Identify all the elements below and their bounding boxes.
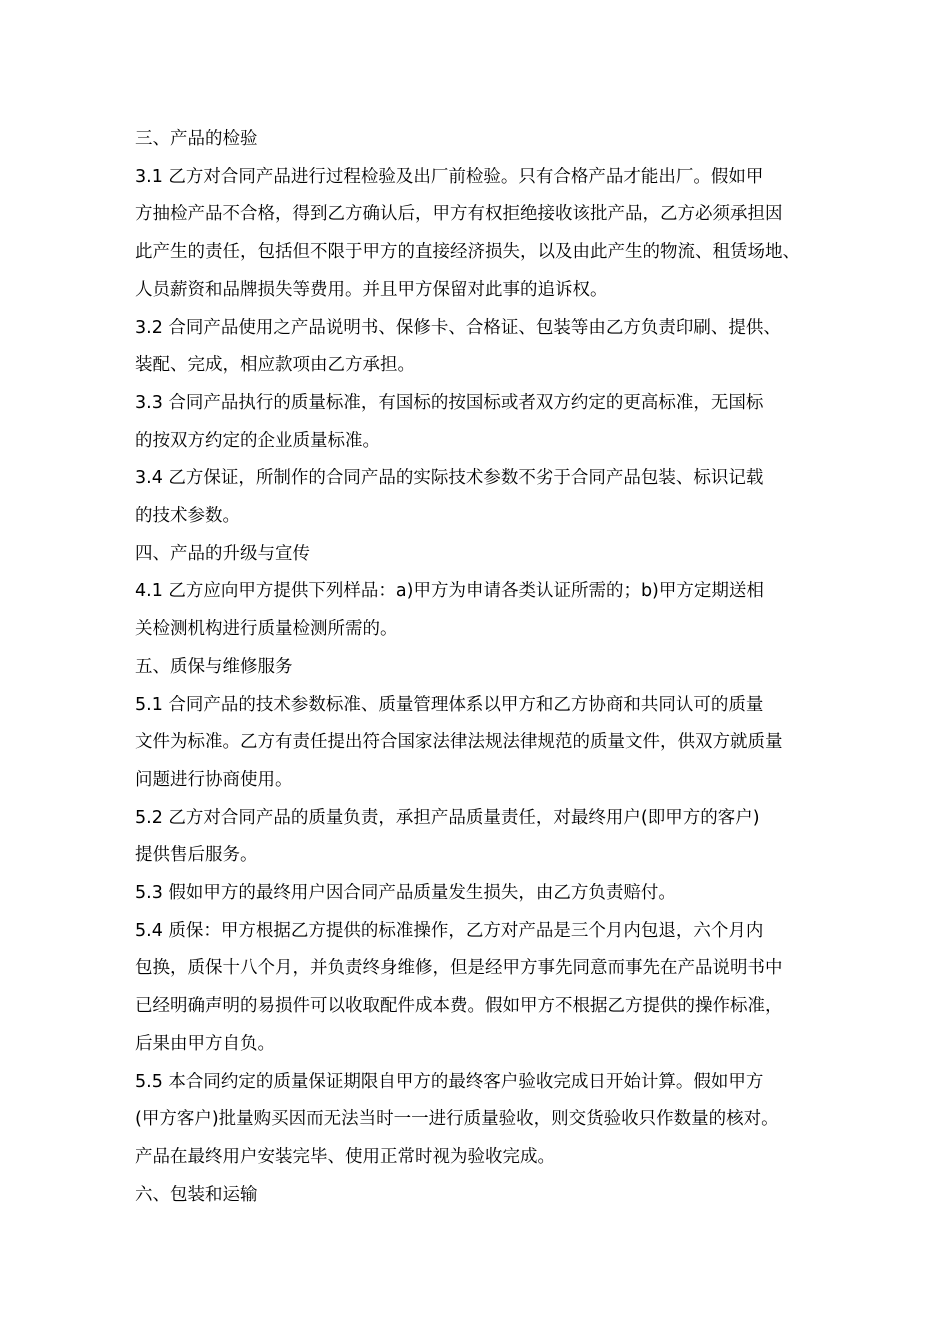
clause-4-1 [116, 573, 856, 648]
text-line: 产品在最终用户安装完毕、使用正常时视为验收完成。 [135, 1146, 555, 1167]
text-line: 5.5 本合同约定的质量保证期限自甲方的最终客户验收完成日开始计算。假如甲方 [135, 1071, 764, 1092]
text-line: 3.3 合同产品执行的质量标准，有国标的按国标或者双方约定的更高标准，无国标 [135, 392, 764, 413]
section-heading-5 [116, 649, 856, 687]
text-line: 方抽检产品不合格，得到乙方确认后，甲方有权拒绝接收该批产品，乙方必须承担因 [135, 204, 783, 225]
clause-3-3 [116, 385, 856, 460]
clause-3-2 [116, 310, 856, 385]
text-line: 4.1 乙方应向甲方提供下列样品：a)甲方为申请各类认证所需的；b)甲方定期送相 [135, 581, 764, 602]
text-line: 五、质保与维修服务 [135, 656, 293, 677]
text-line: 装配、完成，相应款项由乙方承担。 [135, 355, 415, 376]
text-line: (甲方客户)批量购买因而无法当时一一进行质量验收，则交货验收只作数量的核对。 [135, 1109, 779, 1130]
text-line: 文件为标准。乙方有责任提出符合国家法律法规法律规范的质量文件，供双方就质量 [135, 732, 783, 753]
text-line: 人员薪资和品牌损失等费用。并且甲方保留对此事的追诉权。 [135, 279, 608, 300]
section-heading-6 [116, 1177, 856, 1215]
text-line: 已经明确声明的易损件可以收取配件成本费。假如甲方不根据乙方提供的操作标准， [135, 996, 783, 1017]
text-line: 3.1 乙方对合同产品进行过程检验及出厂前检验。只有合格产品才能出厂。假如甲 [135, 166, 764, 187]
clause-3-4 [116, 460, 856, 535]
text-line: 3.2 合同产品使用之产品说明书、保修卡、合格证、包装等由乙方负责印刷、提供、 [135, 317, 781, 338]
text-line: 后果由甲方自负。 [135, 1033, 275, 1054]
text-line: 包换，质保十八个月，并负责终身维修，但是经甲方事先同意而事先在产品说明书中 [135, 958, 783, 979]
text-line: 5.1 合同产品的技术参数标准、质量管理体系以甲方和乙方协商和共同认可的质量 [135, 694, 764, 715]
text-line: 5.3 假如甲方的最终用户因合同产品质量发生损失，由乙方负责赔付。 [135, 883, 676, 904]
clause-5-5 [116, 1064, 856, 1177]
text-line: 四、产品的升级与宣传 [135, 543, 310, 564]
text-line: 3.4 乙方保证，所制作的合同产品的实际技术参数不劣于合同产品包装、标识记载 [135, 468, 764, 489]
clause-5-4 [116, 913, 856, 1064]
text-line: 关检测机构进行质量检测所需的。 [135, 619, 398, 640]
text-line: 5.2 乙方对合同产品的质量负责，承担产品质量责任，对最终用户(即甲方的客户) [135, 807, 760, 828]
section-heading-4 [116, 536, 856, 574]
text-line: 此产生的责任，包括但不限于甲方的直接经济损失，以及由此产生的物流、租赁场地、 [135, 242, 800, 263]
clause-5-2 [116, 800, 856, 875]
document-body [116, 121, 856, 1214]
text-line: 的按双方约定的企业质量标准。 [135, 430, 380, 451]
clause-5-3 [116, 875, 856, 913]
text-line: 六、包装和运输 [135, 1184, 258, 1205]
clause-3-1 [116, 159, 856, 310]
text-line: 提供售后服务。 [135, 845, 258, 866]
clause-5-1 [116, 687, 856, 800]
text-line: 问题进行协商使用。 [135, 769, 293, 790]
text-line: 的技术参数。 [135, 506, 240, 527]
text-line: 5.4 质保：甲方根据乙方提供的标准操作，乙方对产品是三个月内包退，六个月内 [135, 920, 764, 941]
text-line: 三、产品的检验 [135, 129, 258, 149]
section-heading-3 [116, 121, 856, 159]
